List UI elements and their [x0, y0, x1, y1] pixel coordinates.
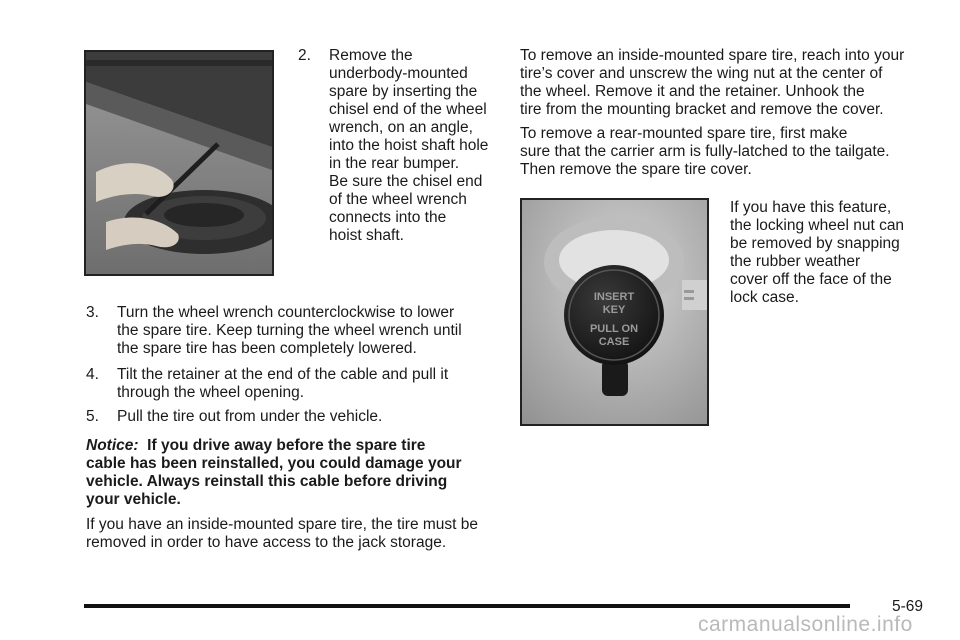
- step-text: [117, 408, 382, 426]
- step-5: [86, 408, 496, 428]
- text-line: If you have this feature,: [730, 199, 892, 216]
- text-line: Then remove the spare tire cover.: [520, 161, 752, 178]
- step-3: [86, 304, 496, 360]
- step-number: 5.: [86, 408, 99, 425]
- text-line: cover off the face of the: [730, 271, 892, 288]
- notice-text: cable has been reinstalled, you could damage your: [86, 455, 462, 472]
- text-line: chisel end of the wheel: [329, 101, 487, 118]
- text-line: tire’s cover and unscrew the wing nut at the center of: [520, 65, 883, 82]
- notice-text: your vehicle.: [86, 491, 181, 508]
- step-number: 4.: [86, 366, 99, 383]
- lock-text-line: CASE: [598, 336, 630, 348]
- text-line: Tilt the retainer at the end of the cable and pull it: [117, 366, 449, 383]
- spare-tire-hoist-photo: [84, 50, 274, 276]
- watermark: carmanualsonline.info: [698, 613, 913, 636]
- locking-nut-paragraph: [730, 199, 940, 307]
- text-line: Remove the: [329, 47, 413, 64]
- step-4: [86, 366, 496, 404]
- footer-rule: [84, 604, 850, 608]
- text-line: be removed by snapping: [730, 235, 900, 252]
- notice-text: vehicle. Always reinstall this cable before driving: [86, 473, 448, 490]
- text-line: the wheel. Remove it and the retainer. Unhook the: [520, 83, 865, 100]
- text-line: To remove an inside-mounted spare tire, reach into your: [520, 47, 905, 64]
- step-text: [329, 47, 488, 245]
- text-line: the spare tire has been completely lowered.: [117, 340, 417, 357]
- notice-label: Notice:: [86, 437, 139, 454]
- text-line: sure that the carrier arm is fully-latched to the tailgate.: [520, 143, 890, 160]
- step-text: [117, 304, 462, 358]
- locking-wheel-nut-icon: [522, 200, 707, 424]
- text-line: into the hoist shaft hole: [329, 137, 489, 154]
- step-number: 3.: [86, 304, 99, 321]
- text-line: connects into the: [329, 209, 447, 226]
- text-line: tire from the mounting bracket and remove the cover.: [520, 101, 884, 118]
- lock-text-line: KEY: [602, 304, 626, 316]
- text-line: Pull the tire out from under the vehicle.: [117, 408, 383, 425]
- text-line: through the wheel opening.: [117, 384, 305, 401]
- inside-mounted-paragraph: [86, 516, 496, 552]
- page-number: 5-69: [892, 598, 924, 615]
- lock-text-line: PULL ON: [589, 323, 639, 335]
- lock-text-line: INSERT: [593, 291, 635, 303]
- notice: [86, 437, 496, 509]
- text-line: the locking wheel nut can: [730, 217, 905, 234]
- notice-line: [86, 437, 496, 455]
- notice-text: If you drive away before the spare tire: [147, 437, 426, 454]
- text-line: underbody-mounted: [329, 65, 468, 82]
- text-line: of the wheel wrench: [329, 191, 467, 208]
- text-line: lock case.: [730, 289, 799, 306]
- text-line: To remove a rear-mounted spare tire, first make: [520, 125, 848, 142]
- step-2: [298, 47, 498, 247]
- text-line: removed in order to have access to the jack storage.: [86, 534, 447, 551]
- step-text: [117, 366, 448, 402]
- text-line: Be sure the chisel end: [329, 173, 483, 190]
- inside-removal-paragraph: [520, 47, 940, 119]
- rear-mounted-paragraph: [520, 125, 940, 179]
- text-line: Turn the wheel wrench counterclockwise to lower: [117, 304, 455, 321]
- text-line: in the rear bumper.: [329, 155, 460, 172]
- step-number: 2.: [298, 47, 311, 64]
- text-line: hoist shaft.: [329, 227, 404, 244]
- text-line: spare by inserting the: [329, 83, 478, 100]
- text-line: wrench, on an angle,: [329, 119, 473, 136]
- locking-wheel-nut-photo: [520, 198, 709, 426]
- text-line: If you have an inside-mounted spare tire, the tire must be: [86, 516, 479, 533]
- spare-tire-hoist-icon: [86, 52, 272, 274]
- text-line: the rubber weather: [730, 253, 861, 270]
- text-line: the spare tire. Keep turning the wheel wrench until: [117, 322, 462, 339]
